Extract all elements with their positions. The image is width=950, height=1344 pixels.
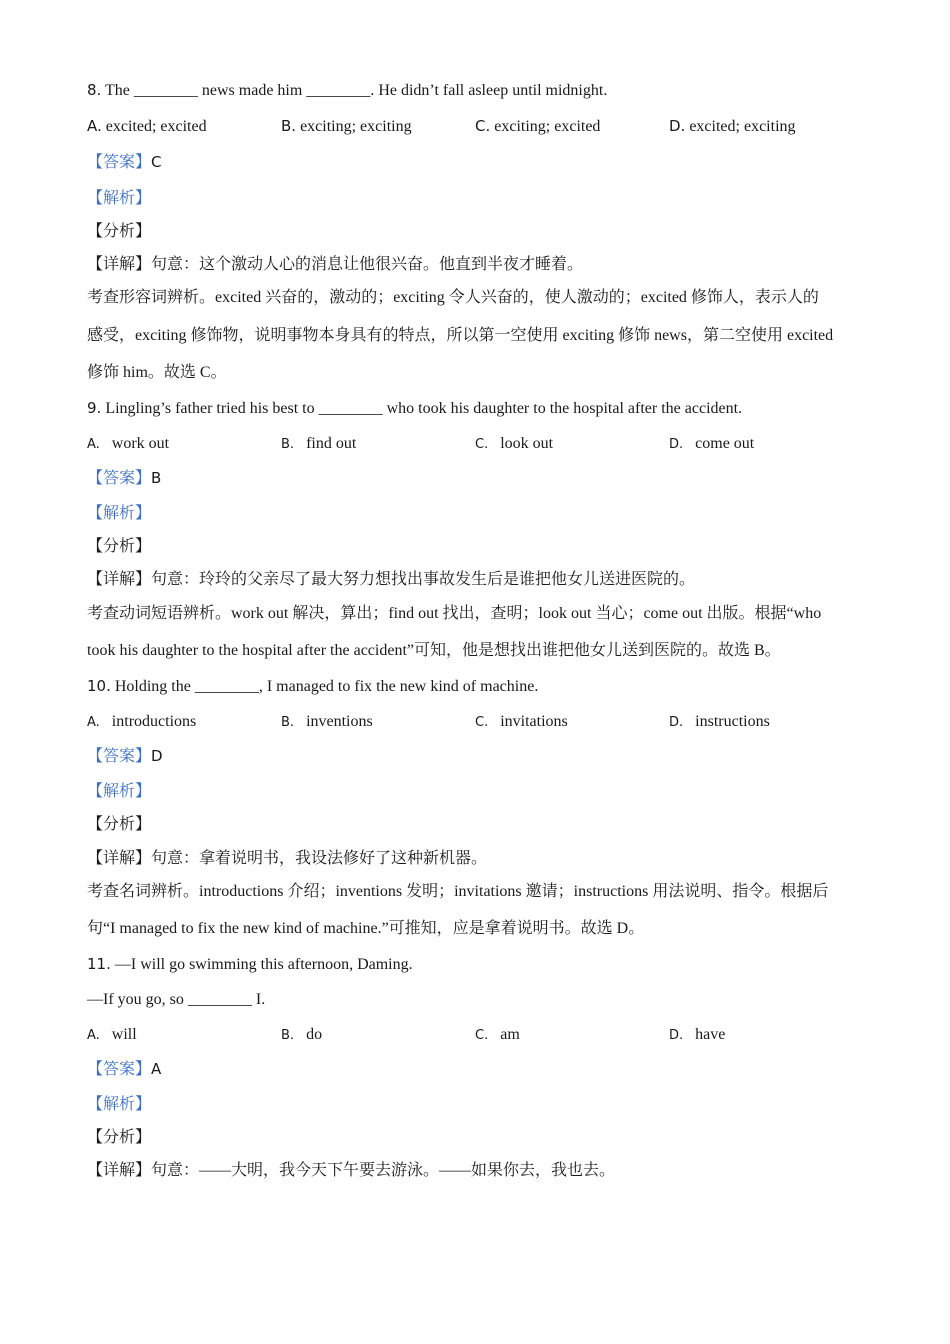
answer-value: B	[151, 469, 162, 487]
question-8-analysis-tag: 【解析】	[87, 190, 152, 207]
question-9-analysis-tag: 【解析】	[87, 505, 152, 522]
question-9-option-c: C. look out	[475, 435, 554, 452]
answer-value: D	[151, 747, 163, 765]
question-10-explanation-line-1: 考查名词辨析。introductions 介绍；inventions 发明；invitations 邀请；instructions 用法说明、指令。根据后	[87, 883, 829, 900]
question-number: 11.	[87, 955, 111, 973]
question-9-stem	[87, 398, 742, 419]
question-8-stem	[87, 80, 607, 101]
question-8-option-b: B. exciting; exciting	[281, 117, 412, 135]
answer-value: A	[151, 1060, 162, 1078]
answer-tag: 【答案】	[87, 154, 152, 171]
answer-tag: 【答案】	[87, 748, 152, 765]
question-number: 10.	[87, 677, 111, 695]
question-11-option-a: A. will	[87, 1026, 137, 1043]
question-10-explanation-line-2: 句“I managed to fix the new kind of machine.”可推知，应是拿着说明书。故选 D。	[87, 920, 645, 937]
question-9-option-d: D. come out	[669, 435, 755, 452]
question-10-option-c: C. invitations	[475, 713, 568, 730]
question-10-detail: 【详解】句意：拿着说明书，我设法修好了这种新机器。	[87, 850, 488, 867]
answer-tag: 【答案】	[87, 470, 152, 487]
question-10-option-a: A. introductions	[87, 713, 197, 730]
question-11-stem	[87, 954, 413, 975]
question-11-option-b: B. do	[281, 1026, 323, 1043]
question-8-option-d: D. excited; exciting	[669, 117, 796, 135]
question-11-analysis-tag: 【解析】	[87, 1096, 152, 1113]
question-text: Holding the ________, I managed to fix the new kind of machine.	[110, 678, 539, 695]
question-8-answer	[87, 152, 162, 173]
question-9-option-a: A. work out	[87, 435, 170, 452]
answer-tag: 【答案】	[87, 1061, 152, 1078]
question-text: The ________ news made him ________. He didn’t fall asleep until midnight.	[101, 82, 608, 99]
question-9-fenxi: 【分析】	[87, 538, 152, 555]
question-11-option-c: C. am	[475, 1026, 520, 1043]
question-9-explanation-line-1: 考查动词短语辨析。work out 解决，算出；find out 找出，查明；look out 当心；come out 出版。根据“who	[87, 605, 822, 622]
question-8-explanation-line-1: 考查形容词辨析。excited 兴奋的，激动的；exciting 令人兴奋的，使人激动的；excited 修饰人，表示人的	[87, 289, 819, 306]
question-text: Lingling’s father tried his best to ________ who took his daughter to the hospital after the accident.	[101, 400, 743, 417]
question-11-detail: 【详解】句意：——大明，我今天下午要去游泳。——如果你去，我也去。	[87, 1162, 616, 1179]
question-9-detail: 【详解】句意：玲玲的父亲尽了最大努力想找出事故发生后是谁把他女儿送进医院的。	[87, 571, 696, 588]
question-8-explanation-line-3: 修饰 him。故选 C。	[87, 364, 227, 381]
question-11-answer	[87, 1059, 161, 1080]
question-9-explanation-line-2: took his daughter to the hospital after the accident”可知，他是想找出谁把他女儿送到医院的。故选 B。	[87, 642, 781, 659]
question-8-explanation-line-2: 感受，exciting 修饰物，说明事物本身具有的特点，所以第一空使用 exciting 修饰 news，第二空使用 excited	[87, 327, 834, 344]
question-10-analysis-tag: 【解析】	[87, 783, 152, 800]
question-9-option-b: B. find out	[281, 435, 357, 452]
question-number: 8.	[87, 81, 102, 99]
question-11-stem-reply: —If you go, so ________ I.	[87, 991, 266, 1008]
question-10-stem	[87, 676, 538, 697]
question-11-option-d: D. have	[669, 1026, 726, 1043]
question-8-detail: 【详解】句意：这个激动人心的消息让他很兴奋。他直到半夜才睡着。	[87, 256, 584, 273]
question-11-fenxi: 【分析】	[87, 1129, 152, 1146]
question-8-fenxi: 【分析】	[87, 223, 152, 240]
question-8-option-a: A. excited; excited	[87, 117, 207, 135]
question-9-answer	[87, 468, 161, 489]
question-10-option-b: B. inventions	[281, 713, 373, 730]
question-8-option-c: C. exciting; excited	[475, 117, 601, 135]
question-10-option-d: D. instructions	[669, 713, 770, 730]
question-10-fenxi: 【分析】	[87, 816, 152, 833]
question-10-answer	[87, 746, 163, 767]
question-text: —I will go swimming this afternoon, Daming.	[110, 956, 413, 973]
answer-value: C	[151, 153, 162, 171]
question-number: 9.	[87, 399, 102, 417]
